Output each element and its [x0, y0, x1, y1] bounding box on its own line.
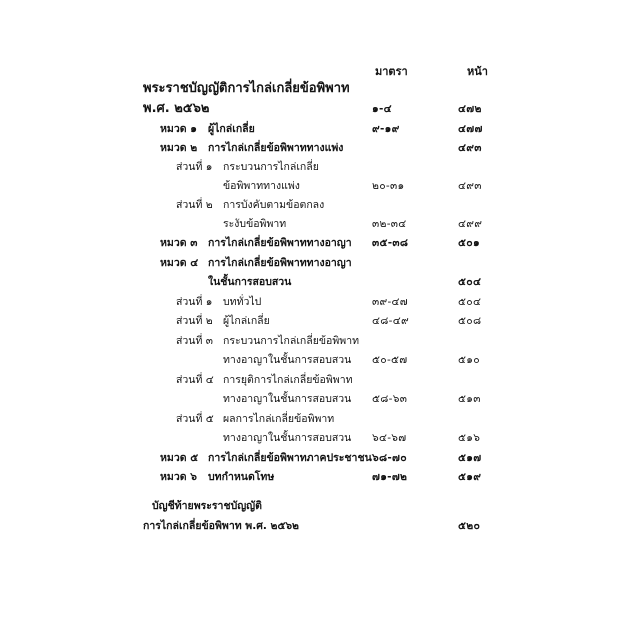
- entry-sections: ๓๒-๓๔: [372, 218, 407, 230]
- toc-entry-chapter-6: [0, 468, 640, 486]
- entry-text: ทางอาญาในชั้นการสอบสวน: [223, 393, 352, 405]
- entry-page: ๔๙๓: [458, 142, 482, 154]
- entry-label: ส่วนที่ ๕: [176, 413, 214, 425]
- entry-text: ข้อพิพาททางแพ่ง: [223, 180, 300, 192]
- entry-label: หมวด ๖: [160, 471, 197, 483]
- entry-text: การไกล่เกลี่ยข้อพิพาททางอาญา: [208, 257, 352, 269]
- entry-text: ผู้ไกล่เกลี่ย: [208, 123, 255, 135]
- appendix-title: บัญชีท้ายพระราชบัญญัติ: [152, 500, 262, 512]
- entry-text: ผู้ไกล่เกลี่ย: [223, 315, 270, 327]
- appendix-subtitle: การไกล่เกลี่ยข้อพิพาท พ.ศ. ๒๕๖๒: [143, 520, 299, 532]
- toc-entry-part-4-4-cont: [0, 390, 640, 408]
- entry-text: กระบวนการไกล่เกลี่ย: [223, 161, 319, 173]
- entry-page: ๕๐๘: [458, 315, 482, 327]
- toc-title: [0, 80, 640, 98]
- entry-sections: ๒๐-๓๑: [372, 180, 405, 192]
- entry-sections: ๓๕-๓๘: [372, 237, 409, 249]
- entry-text: ทางอาญาในชั้นการสอบสวน: [223, 354, 352, 366]
- entry-label: หมวด ๒: [160, 142, 198, 154]
- toc-entry-part-4-3: [0, 332, 640, 350]
- toc-entry-part-4-3-cont: [0, 351, 640, 369]
- entry-page: ๕๐๑: [458, 237, 480, 249]
- section-column-header: มาตรา: [375, 65, 408, 78]
- toc-entry-chapter-4: [0, 254, 640, 272]
- toc-appendix: [0, 497, 640, 515]
- entry-label: ส่วนที่ ๒: [176, 315, 213, 327]
- entry-text: การบังคับตามข้อตกลง: [223, 199, 325, 211]
- entry-page: ๕๐๔: [458, 296, 482, 308]
- title-year: พ.ศ. ๒๕๖๒: [143, 101, 210, 116]
- toc-appendix-cont: [0, 517, 640, 535]
- entry-page: ๕๐๔: [458, 276, 482, 288]
- entry-text: บทกำหนดโทษ: [208, 471, 275, 483]
- entry-label: ส่วนที่ ๑: [176, 296, 213, 308]
- entry-text: กระบวนการไกล่เกลี่ยข้อพิพาท: [223, 335, 360, 347]
- entry-page: ๕๑๓: [458, 393, 481, 405]
- entry-page: ๔๙๙: [458, 218, 483, 230]
- entry-label: หมวด ๓: [160, 237, 198, 249]
- entry-label: หมวด ๕: [160, 452, 199, 464]
- entry-page: ๔๙๓: [458, 180, 482, 192]
- entry-page: ๕๑๗: [458, 452, 482, 464]
- entry-text: ในชั้นการสอบสวน: [208, 276, 292, 288]
- entry-label: ส่วนที่ ๑: [176, 161, 213, 173]
- toc-entry-part-4-5: [0, 410, 640, 428]
- entry-label: ส่วนที่ ๔: [176, 374, 214, 386]
- toc-entry-chapter-1: [0, 120, 640, 138]
- entry-page: ๕๑๙: [458, 471, 482, 483]
- entry-sections: ๗๑-๗๒: [372, 471, 408, 483]
- entry-text: บททั่วไป: [223, 296, 262, 308]
- entry-page: ๕๑๖: [458, 432, 481, 444]
- entry-sections: ๕๘-๖๓: [372, 393, 408, 405]
- toc-entry-chapter-5: [0, 449, 640, 467]
- entry-page: ๕๑๐: [458, 354, 480, 366]
- toc-entry-part-4-2: [0, 312, 640, 330]
- entry-sections: ๕๐-๕๗: [372, 354, 408, 366]
- toc-title-year-row: [0, 100, 640, 118]
- toc-entry-part-4-5-cont: [0, 429, 640, 447]
- entry-label: ส่วนที่ ๒: [176, 199, 213, 211]
- entry-page: ๔๗๗: [458, 123, 483, 135]
- toc-entry-chapter-2: [0, 139, 640, 157]
- toc-entry-chapter-4-cont: [0, 273, 640, 291]
- entry-sections: ๔๘-๔๙: [372, 315, 409, 327]
- title-text: พระราชบัญญัติการไกล่เกลี่ยข้อพิพาท: [143, 81, 350, 96]
- entry-text: การไกล่เกลี่ยข้อพิพาทภาคประชาชน: [208, 452, 372, 464]
- toc-entry-part-2-2: [0, 196, 640, 214]
- entry-label: หมวด ๑: [160, 123, 197, 135]
- entry-sections: ๓๙-๔๗: [372, 296, 408, 308]
- entry-text: ระงับข้อพิพาท: [223, 218, 287, 230]
- appendix-page: ๕๒๐: [458, 520, 481, 532]
- entry-sections: ๖๘-๗๐: [372, 452, 407, 464]
- entry-sections: ๙-๑๙: [372, 123, 400, 135]
- title-page: ๔๗๒: [458, 103, 482, 115]
- title-sections: ๑-๔: [372, 103, 392, 115]
- toc-entry-part-2-1: [0, 158, 640, 176]
- entry-label: หมวด ๔: [160, 257, 199, 269]
- entry-text: การยุติการไกล่เกลี่ยข้อพิพาท: [223, 374, 353, 386]
- toc-entry-part-4-4: [0, 371, 640, 389]
- toc-entry-part-2-1-cont: [0, 177, 640, 195]
- entry-text: การไกล่เกลี่ยข้อพิพาททางแพ่ง: [208, 142, 344, 154]
- entry-label: ส่วนที่ ๓: [176, 335, 213, 347]
- entry-text: ผลการไกล่เกลี่ยข้อพิพาท: [223, 413, 335, 425]
- toc-entry-chapter-3: [0, 234, 640, 252]
- toc-entry-part-2-2-cont: [0, 215, 640, 233]
- entry-text: การไกล่เกลี่ยข้อพิพาททางอาญา: [208, 237, 352, 249]
- entry-text: ทางอาญาในชั้นการสอบสวน: [223, 432, 352, 444]
- entry-sections: ๖๔-๖๗: [372, 432, 407, 444]
- page-column-header: หน้า: [467, 65, 488, 78]
- toc-entry-part-4-1: [0, 293, 640, 311]
